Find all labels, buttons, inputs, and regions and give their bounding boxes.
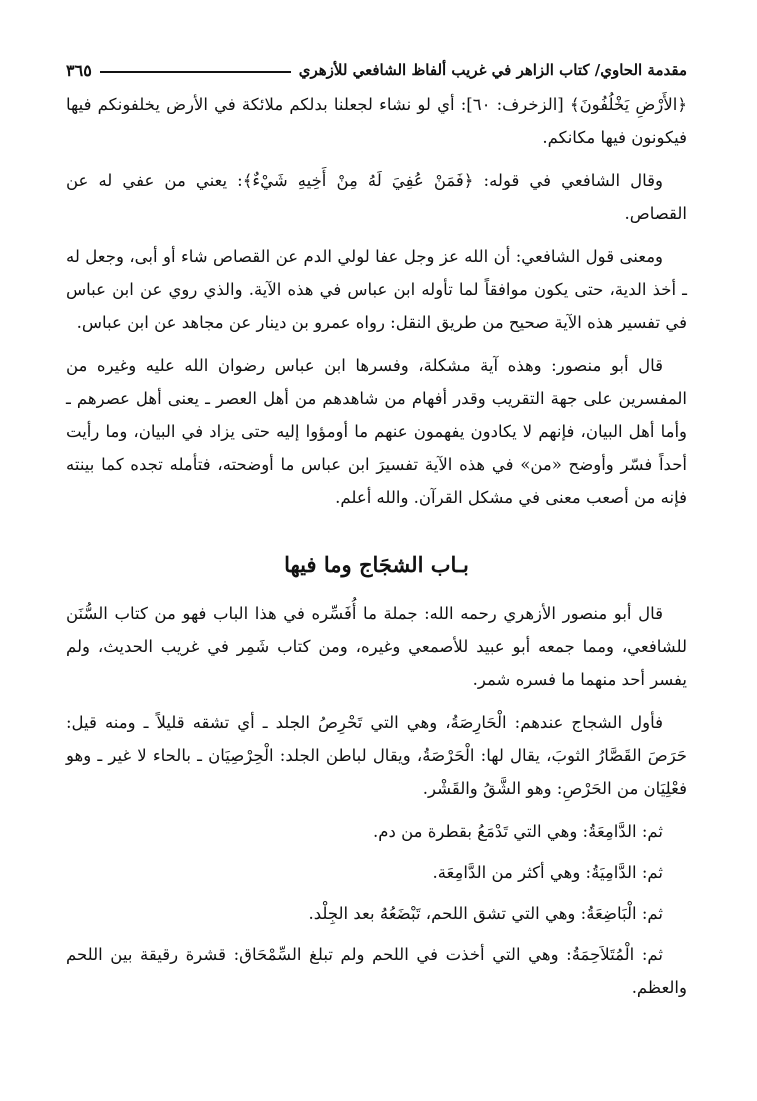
paragraph-continuation: ﴿الأَرْضِ يَخْلُفُونَ﴾ [الزخرف: ٦٠]: أي لو نشاء لجعلنا بدلكم ملائكة في الأرض يخلفونكم فيها فيكونون فيها مكانكم. <box>66 95 687 147</box>
running-header <box>66 52 687 88</box>
paragraph-shafii-quote: وقال الشافعي في قوله: ﴿فَمَنْ عُفِيَ لَهُ مِنْ أَخِيهِ شَيْءٌ﴾: يعني من عفي له عن القصاص. <box>66 171 687 223</box>
entry-mutalahima: ثم: الْمُتَلاَحِمَةُ: وهي التي أخذت في اللحم ولم تبلغ السِّمْحَاق: قشرة رقيقة بين اللحم والعظم. <box>66 945 687 997</box>
book-page <box>66 52 687 1081</box>
header-rule <box>100 71 291 73</box>
paragraph-section-intro: قال أبو منصور الأزهري رحمه الله: جملة ما أُفَسِّره في هذا الباب فهو من كتاب السُّنَن للشافعي، ومما جمعه أبو عبيد للأصمعي وغيره، ومن كتاب شَمِر في غريب الحديث، ولم يفسر أحد منهما ما فسره شمر. <box>66 604 687 689</box>
entry-damiaa: ثم: الدَّامِعَةُ: وهي التي تَدْمَعُ بقطرة من دم. <box>373 822 663 841</box>
paragraph-meaning: ومعنى قول الشافعي: أن الله عز وجل عفا لولي الدم عن القصاص شاء أو أبى، وجعل له ـ أخذ الدية، حتى يكون موافقاً لما تأوله ابن عباس في هذه الآية. والذي روي عن ابن عباس في تفسير هذه الآية صحيح من طريق النقل: رواه عمرو بن دينار عن مجاهد عن ابن عباس. <box>66 247 687 332</box>
paragraph-abu-mansur: قال أبو منصور: وهذه آية مشكلة، وفسرها ابن عباس رضوان الله عليه وغيره من المفسرين على جهة التقريب وقدر أفهام من شاهدهم من أهل العصر ـ يعنى أهل عصرهم ـ وأما أهل البيان، فإنهم لا يكادون يفهمون عنهم ما أومؤوا إليه حتى يزاد في البيان، وما رأيت أحداً فسّر وأوضح «من» في هذه الآية تفسيرَ ابن عباس ما أوضحته، فتأمله تجده كما بينته فإنه من أصعب معنى في مشكل القرآن. والله أعلم. <box>66 356 687 507</box>
section-title: بـاب الشجَاج وما فيها <box>284 552 469 577</box>
paragraph-harisa: فأول الشجاج عندهم: الْحَارِصَةُ، وهي التي تَحْرِصُ الجلد ـ أي تشقه قليلاً ـ ومنه قيل: حَرَصَ القَصَّارُ الثوبَ، يقال لها: الْحَرْصَةُ، ويقال لباطن الجلد: الْحِرْصِيَان ـ بالحاء لا غير ـ وهو فعْلِيَان من الحَرْصِ: وهو الشَّقُ والقَشْر. <box>66 713 687 798</box>
entry-damiya: ثم: الدَّامِيَةُ: وهي أكثر من الدَّامِعَة. <box>432 863 663 882</box>
page-number: ٣٦٥ <box>66 60 92 80</box>
entry-badiaa: ثم: الْبَاضِعَةُ: وهي التي تشق اللحم، تَبْضَعُهُ بعد الجِلْد. <box>308 904 663 923</box>
header-title: مقدمة الحاوي/ كتاب الزاهر في غريب ألفاظ الشافعي للأزهري <box>298 61 687 79</box>
